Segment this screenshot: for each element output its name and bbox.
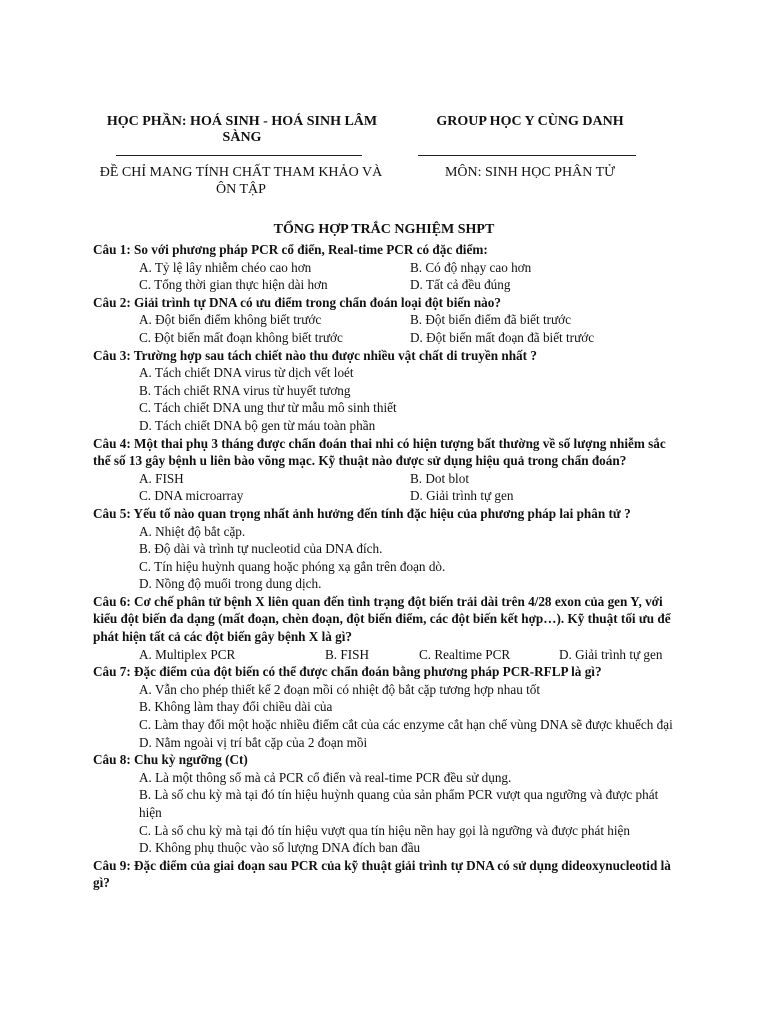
group-title: GROUP HỌC Y CÙNG DANH bbox=[436, 114, 624, 129]
answer-option: C. Realtime PCR bbox=[419, 646, 511, 662]
answer-option: A. Tách chiết DNA virus từ dịch vết loét bbox=[139, 365, 354, 381]
answer-option: C. Đột biến mất đoạn không biết trước bbox=[139, 329, 343, 345]
answer-option: D. Tách chiết DNA bộ gen từ máu toàn phần bbox=[139, 417, 376, 433]
options-row bbox=[93, 311, 681, 329]
question-text: Câu 3: Trường hợp sau tách chiết nào thu được nhiều vật chất di truyền nhất ? bbox=[93, 347, 537, 363]
answer-option: D. Không phụ thuộc vào số lượng DNA đích ban đầu bbox=[139, 840, 421, 856]
answer-option: C. Tách chiết DNA ung thư từ mẫu mô sinh thiết bbox=[139, 400, 397, 416]
options-row bbox=[93, 646, 681, 664]
options-row bbox=[93, 276, 681, 294]
disclaimer-text: ĐỀ CHỈ MANG TÍNH CHẤT THAM KHẢO VÀ ÔN TẬP bbox=[99, 165, 383, 197]
answer-option: C. Là số chu kỳ mà tại đó tín hiệu vượt qua tín hiệu nền hay gọi là ngưỡng và được phát hiện bbox=[139, 822, 631, 838]
question-text: Câu 2: Giải trình tự DNA có ưu điểm trong chẩn đoán loại đột biến nào? bbox=[93, 294, 501, 310]
answer-option: C. Tín hiệu huỳnh quang hoặc phóng xạ gắn trên đoạn dò. bbox=[139, 558, 446, 574]
answer-option: B. Có độ nhạy cao hơn bbox=[410, 259, 532, 275]
left-divider bbox=[116, 155, 362, 156]
answer-option: D. Nồng độ muối trong dung dịch. bbox=[139, 576, 322, 592]
subject-text: MÔN: SINH HỌC PHÂN TỬ bbox=[444, 165, 616, 180]
answer-option: A. Vẫn cho phép thiết kế 2 đoạn mồi có nhiệt độ bắt cặp tương hợp nhau tốt bbox=[139, 681, 541, 697]
options-row bbox=[93, 470, 681, 488]
question-text: Câu 4: Một thai phụ 3 tháng được chẩn đoán thai nhi có hiện tượng bất thường về số lượng nhiễm sắc thể số 13 gây bệnh u liên bào võng mạc. Kỹ thuật nào được sử dụng hiệu quả trong chẩn đoán? bbox=[93, 435, 666, 469]
answer-option: D. Đột biến mất đoạn đã biết trước bbox=[410, 329, 595, 345]
answer-option: B. Độ dài và trình tự nucleotid của DNA đích. bbox=[139, 541, 383, 557]
question-text: Câu 1: So với phương pháp PCR cổ điển, Real-time PCR có đặc điểm: bbox=[93, 242, 488, 257]
question-text: Câu 7: Đặc điểm của đột biến có thể được chẩn đoán bằng phương pháp PCR-RFLP là gì? bbox=[93, 664, 602, 680]
document-title: TỔNG HỢP TRẮC NGHIỆM SHPT bbox=[273, 222, 495, 237]
right-divider bbox=[418, 155, 636, 156]
question-text: Câu 5: Yếu tố nào quan trọng nhất ảnh hưởng đến tính đặc hiệu của phương pháp lai phân tử ? bbox=[93, 505, 631, 521]
answer-option: A. Là một thông số mà cả PCR cổ điển và real-time PCR đều sử dụng. bbox=[139, 769, 512, 785]
options-row bbox=[93, 329, 681, 347]
question-text: Câu 9: Đặc điểm của giai đoạn sau PCR của kỹ thuật giải trình tự DNA có sử dụng dideoxynucleotid là gì? bbox=[93, 857, 671, 891]
answer-option: B. Dot blot bbox=[410, 470, 469, 486]
answer-option: C. Làm thay đổi một hoặc nhiều điểm cắt của các enzyme cắt hạn chế vùng DNA sẽ được khuếch đại bbox=[139, 717, 673, 733]
answer-option: B. Đột biến điểm đã biết trước bbox=[410, 312, 571, 328]
answer-option: B. Là số chu kỳ mà tại đó tín hiệu huỳnh quang của sản phẩm PCR vượt qua ngưỡng và được phát hiện bbox=[139, 787, 659, 820]
answer-option: B. Không làm thay đổi chiều dài của bbox=[139, 699, 333, 715]
answer-option: A. Đột biến điểm không biết trước bbox=[139, 312, 322, 328]
answer-option: D. Tất cả đều đúng bbox=[410, 277, 511, 293]
answer-option: D. Nằm ngoài vị trí bắt cặp của 2 đoạn mồi bbox=[139, 734, 368, 750]
question-list bbox=[93, 241, 681, 892]
answer-option: C. Tổng thời gian thực hiện dài hơn bbox=[139, 277, 328, 293]
question-text: Câu 6: Cơ chế phân tử bệnh X liên quan đến tình trạng đột biến trải dài trên 4/28 exon của gen Y, với kiểu đột biến đa dạng (mất đoạn, chèn đoạn, đột biến điểm, các đột biến kết hợp…). Kỹ thuật tối ưu để phát hiện tất cả các đột biến gây bệnh X là gì? bbox=[93, 593, 671, 645]
answer-option: D. Giải trình tự gen bbox=[559, 646, 663, 662]
question-text: Câu 8: Chu kỳ ngưỡng (Ct) bbox=[93, 752, 248, 768]
answer-option: A. Tỷ lệ lây nhiễm chéo cao hơn bbox=[139, 259, 312, 275]
answer-option: B. Tách chiết RNA virus từ huyết tương bbox=[139, 382, 351, 398]
answer-option: A. Nhiệt độ bắt cặp. bbox=[139, 523, 246, 539]
answer-option: A. Multiplex PCR bbox=[139, 646, 236, 662]
answer-option: B. FISH bbox=[325, 646, 369, 662]
answer-option: A. FISH bbox=[139, 470, 184, 486]
answer-option: C. DNA microarray bbox=[139, 488, 244, 504]
options-row bbox=[93, 487, 681, 505]
answer-option: D. Giải trình tự gen bbox=[410, 488, 514, 504]
options-row bbox=[93, 259, 681, 277]
course-title: HỌC PHẦN: HOÁ SINH - HOÁ SINH LÂM SÀNG bbox=[106, 114, 378, 145]
